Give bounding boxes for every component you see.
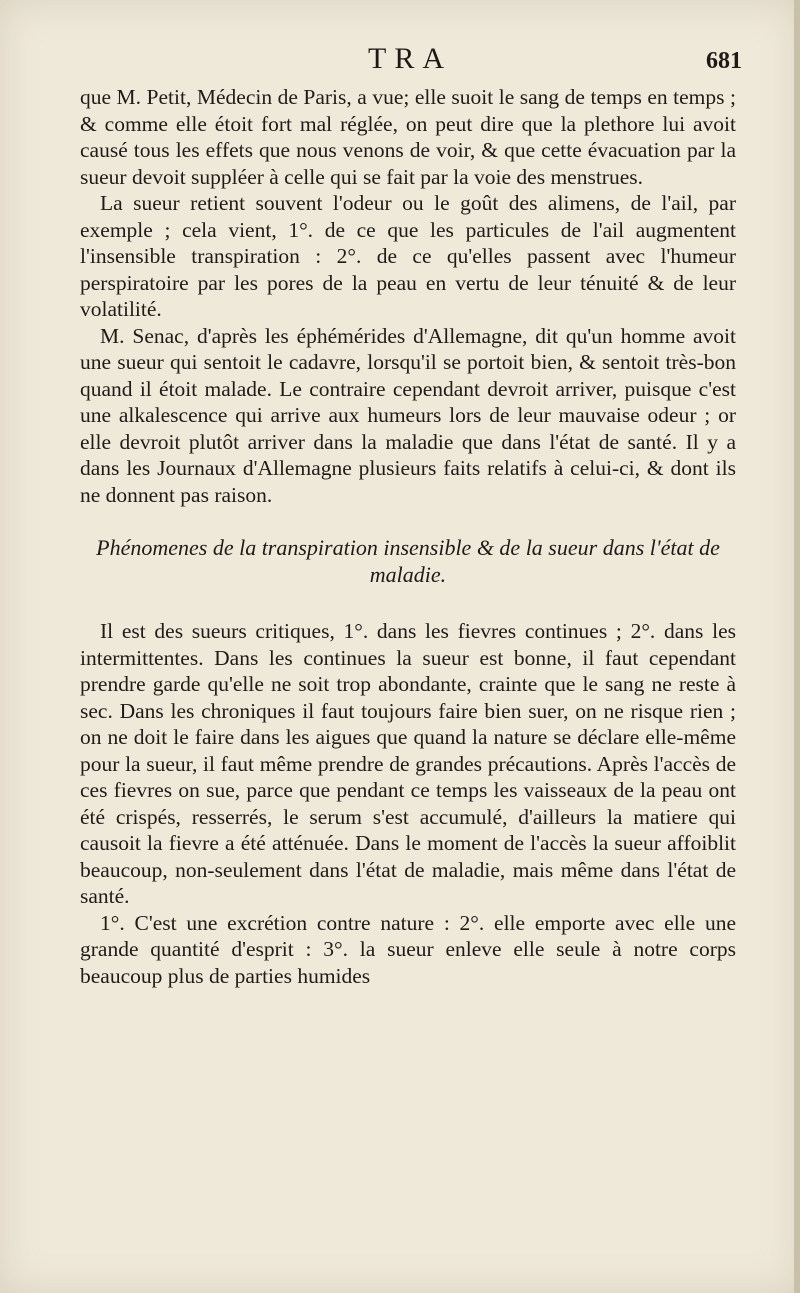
page-number: 681 bbox=[706, 48, 742, 74]
paragraph-continued: que M. Petit, Médecin de Paris, a vue; elle suoit le sang de temps en temps ; & comme elle étoit fort mal réglée, on peut dire que la plethore lui avoit causé tous les effets que nous venons de voir, & que cette évacuation par la sueur devoit suppléer à celle qui se fait par la voie des menstrues. bbox=[80, 85, 736, 189]
page-header bbox=[80, 42, 740, 86]
running-head: TRA bbox=[368, 42, 452, 75]
page-body bbox=[80, 84, 736, 989]
paragraph: Il est des sueurs critiques, 1°. dans les fievres continues ; 2°. dans les intermittentes. Dans les continues la sueur est bonne, il faut cependant prendre garde qu'elle ne soit trop abondante, crainte que le sang ne reste à sec. Dans les chroniques il faut toujours faire bien suer, on ne risque rien ; on ne doit le faire dans les aigues que quand la nature se déclare elle-même pour la sueur, il faut même prendre de grandes précautions. Après l'accès de ces fievres on sue, parce que pendant ce temps les vaisseaux de la peau ont été crispés, resserrés, le serum s'est accumulé, d'ailleurs la matiere qui causoit la fievre a été atténuée. Dans le moment de l'accès la sueur affoiblit beaucoup, non-seulement dans l'état de maladie, mais même dans l'état de santé. bbox=[80, 619, 736, 908]
page-edge bbox=[794, 0, 800, 1293]
paragraph: 1°. C'est une excrétion contre nature : 2°. elle emporte avec elle une grande quantité d'esprit : 3°. la sueur enleve elle seule à notre corps beaucoup plus de parties humides bbox=[80, 910, 736, 988]
paragraph: La sueur retient souvent l'odeur ou le goût des alimens, de l'ail, par exemple ; cela vient, 1°. de ce que les particules de l'ail augmentent l'insensible transpiration : 2°. de ce qu'elles passent avec l'humeur perspiratoire par les pores de la peau en vertu de leur ténuité & de leur volatilité. bbox=[80, 191, 736, 321]
paragraph: M. Senac, d'après les éphémérides d'Allemagne, dit qu'un homme avoit une sueur qui sentoit le cadavre, lorsqu'il se portoit bien, & sentoit très-bon quand il étoit malade. Le contraire cependant devroit arriver, puisque c'est une alkalescence qui arrive aux humeurs lors de leur mauvaise odeur ; or elle devroit plutôt arriver dans la maladie que dans l'état de santé. Il y a dans les Journaux d'Allemagne plusieurs faits relatifs à celui-ci, & dont ils ne donnent pas raison. bbox=[80, 323, 736, 507]
section-heading: Phénomenes de la transpiration insensible & de la sueur dans l'état de maladie. bbox=[96, 535, 720, 587]
